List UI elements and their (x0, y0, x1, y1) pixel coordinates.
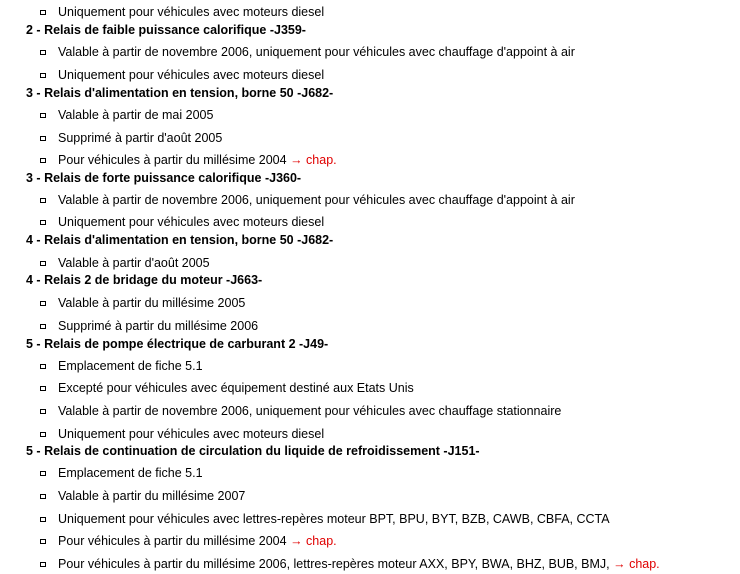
item-text: Valable à partir de novembre 2006, uniquement pour véhicules avec chauffage d'appoint à air (58, 193, 575, 207)
list-item (40, 192, 575, 208)
heading-text: Relais de continuation de circulation du liquide de refroidissement -J151- (44, 444, 480, 458)
bullet-icon (40, 73, 46, 78)
heading-number: 2 (26, 23, 33, 37)
bullet-icon (40, 261, 46, 266)
item-text: Pour véhicules à partir du millésime 2004 (58, 153, 287, 167)
item-text: Uniquement pour véhicules avec moteurs diesel (58, 68, 325, 82)
heading-text: Relais d'alimentation en tension, borne 50 -J682- (44, 86, 334, 100)
list-item (40, 4, 324, 20)
list-item (40, 358, 203, 374)
section-heading: 5 - Relais de continuation de circulation du liquide de refroidissement -J151- (26, 444, 480, 458)
list-item (40, 130, 222, 146)
heading-number: 4 (26, 273, 33, 287)
item-text: Valable à partir d'août 2005 (58, 256, 210, 270)
section-heading: 3 - Relais de forte puissance calorifique -J360- (26, 171, 302, 185)
bullet-icon (40, 324, 46, 329)
item-text: Valable à partir du millésime 2005 (58, 296, 246, 310)
heading-number: 5 (26, 444, 33, 458)
bullet-icon (40, 301, 46, 306)
heading-number: 5 (26, 337, 33, 351)
heading-text: Relais de forte puissance calorifique -J360- (44, 171, 302, 185)
list-item (40, 533, 337, 549)
item-text: Supprimé à partir d'août 2005 (58, 131, 223, 145)
heading-number: 3 (26, 86, 33, 100)
bullet-icon (40, 539, 46, 544)
list-item (40, 44, 575, 60)
list-item (40, 556, 660, 572)
chapter-link[interactable]: → chap. (613, 557, 660, 571)
bullet-icon (40, 364, 46, 369)
bullet-icon (40, 10, 46, 15)
item-text: Uniquement pour véhicules avec lettres-repères moteur BPT, BPU, BYT, BZB, CAWB, CBFA, CCTA (58, 512, 610, 526)
item-text: Pour véhicules à partir du millésime 2004 (58, 534, 287, 548)
item-text: Uniquement pour véhicules avec moteurs diesel (58, 215, 325, 229)
list-item (40, 295, 245, 311)
bullet-icon (40, 562, 46, 567)
bullet-icon (40, 50, 46, 55)
bullet-icon (40, 517, 46, 522)
list-item (40, 403, 561, 419)
heading-text: Relais d'alimentation en tension, borne 50 -J682- (44, 233, 334, 247)
item-text: Excepté pour véhicules avec équipement destiné aux Etats Unis (58, 381, 414, 395)
list-item (40, 214, 324, 230)
heading-number: 3 (26, 171, 33, 185)
list-item (40, 152, 337, 168)
list-item (40, 488, 245, 504)
bullet-icon (40, 494, 46, 499)
bullet-icon (40, 386, 46, 391)
list-item (40, 511, 610, 527)
item-text: Pour véhicules à partir du millésime 2006, lettres-repères moteur AXX, BPY, BWA, BHZ, BUB, BMJ, (58, 557, 610, 571)
item-text: Valable à partir de novembre 2006, uniquement pour véhicules avec chauffage d'appoint à air (58, 45, 575, 59)
item-text: Emplacement de fiche 5.1 (58, 466, 203, 480)
heading-text: Relais de pompe électrique de carburant 2 -J49- (44, 337, 329, 351)
item-text: Valable à partir de mai 2005 (58, 108, 214, 122)
section-heading: 3 - Relais d'alimentation en tension, borne 50 -J682- (26, 86, 334, 100)
bullet-icon (40, 198, 46, 203)
chapter-link[interactable]: → chap. (290, 153, 337, 167)
item-text: Emplacement de fiche 5.1 (58, 359, 203, 373)
item-text: Valable à partir de novembre 2006, uniquement pour véhicules avec chauffage stationnaire (58, 404, 562, 418)
section-heading: 4 - Relais d'alimentation en tension, borne 50 -J682- (26, 233, 334, 247)
list-item (40, 67, 324, 83)
item-text: Uniquement pour véhicules avec moteurs diesel (58, 5, 325, 19)
item-text: Valable à partir du millésime 2007 (58, 489, 246, 503)
list-item (40, 107, 213, 123)
list-item (40, 318, 258, 334)
section-heading: 4 - Relais 2 de bridage du moteur -J663- (26, 273, 263, 287)
chapter-link[interactable]: → chap. (290, 534, 337, 548)
list-item (40, 380, 414, 396)
bullet-icon (40, 158, 46, 163)
bullet-icon (40, 432, 46, 437)
item-text: Supprimé à partir du millésime 2006 (58, 319, 259, 333)
section-heading: 5 - Relais de pompe électrique de carburant 2 -J49- (26, 337, 329, 351)
bullet-icon (40, 113, 46, 118)
bullet-icon (40, 409, 46, 414)
list-item (40, 255, 210, 271)
list-item (40, 426, 324, 442)
bullet-icon (40, 136, 46, 141)
list-item (40, 465, 203, 481)
bullet-icon (40, 220, 46, 225)
heading-number: 4 (26, 233, 33, 247)
item-text: Uniquement pour véhicules avec moteurs diesel (58, 427, 325, 441)
heading-text: Relais 2 de bridage du moteur -J663- (44, 273, 263, 287)
section-heading: 2 - Relais de faible puissance calorifique -J359- (26, 23, 306, 37)
bullet-icon (40, 471, 46, 476)
heading-text: Relais de faible puissance calorifique -J359- (44, 23, 306, 37)
